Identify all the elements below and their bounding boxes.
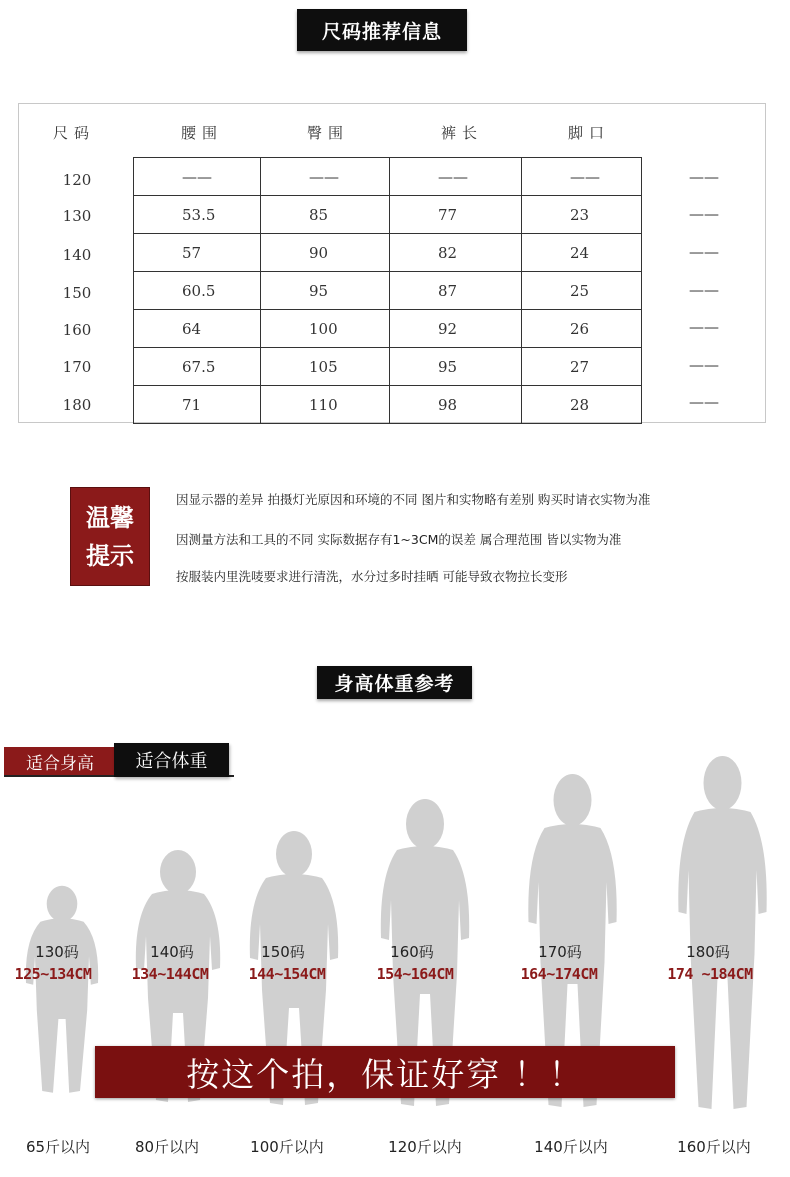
cell-hip: 110 (309, 395, 338, 414)
row-size: 140 (62, 246, 92, 264)
cell-hem: 27 (570, 357, 590, 376)
cell-hip: 105 (309, 357, 338, 376)
weight-label: 80斤以内 (134, 1138, 200, 1156)
child-silhouette-180 (660, 752, 785, 1117)
weight-label: 160斤以内 (677, 1138, 751, 1156)
header-hip: 臀围 (307, 124, 350, 142)
fig-size-label: 140码 (150, 943, 194, 961)
weight-label: 120斤以内 (388, 1138, 462, 1156)
row-size: 170 (62, 358, 92, 376)
table-row (134, 234, 642, 272)
cell-hip: 90 (309, 243, 329, 262)
cell-hem: —— (570, 167, 600, 186)
table-row (134, 310, 642, 348)
tip-line: 按服装内里洗唛要求进行清洗，水分过多时挂晒 可能导致衣物拉长变形 (176, 569, 568, 584)
cell-hip: 95 (309, 281, 329, 300)
tab-height[interactable]: 适合身高 (4, 747, 116, 775)
table-row (134, 386, 642, 424)
fig-height-label: 164~174CM (520, 965, 598, 983)
size-table (18, 103, 766, 423)
table-row (134, 272, 642, 310)
row-size: 150 (62, 284, 92, 302)
fig-height-label: 134~144CM (131, 965, 209, 983)
fig-size-label: 150码 (261, 943, 305, 961)
tips-badge (70, 487, 150, 586)
fig-height-label: 144~154CM (248, 965, 326, 983)
fig-height-label: 174 ~184CM (667, 965, 753, 983)
height-weight-title: 身高体重参考 (317, 666, 472, 699)
cell-hip: —— (309, 167, 339, 186)
cell-waist: 64 (182, 319, 202, 338)
size-info-title: 尺码推荐信息 (297, 9, 467, 51)
tip-line: 因测量方法和工具的不同 实际数据存有1~3CM的误差 属合理范围 皆以实物为准 (176, 532, 622, 547)
extra-cell: —— (689, 243, 719, 261)
cell-length: 77 (438, 205, 458, 224)
cell-waist: —— (182, 167, 212, 186)
header-waist: 腰围 (181, 124, 224, 142)
cell-hem: 28 (570, 395, 590, 414)
cell-length: 98 (438, 395, 458, 414)
header-hem: 脚口 (568, 124, 611, 142)
extra-cell: —— (689, 205, 719, 223)
cell-hem: 24 (570, 243, 590, 262)
cell-length: 92 (438, 319, 458, 338)
extra-cell: —— (689, 281, 719, 299)
cell-length: 87 (438, 281, 458, 300)
cell-hem: 25 (570, 281, 590, 300)
fig-size-label: 160码 (390, 943, 434, 961)
weight-label: 100斤以内 (250, 1138, 324, 1156)
row-size: 130 (62, 207, 92, 225)
tips-badge-line2: 提示 (86, 541, 134, 570)
extra-cell: —— (689, 393, 719, 411)
cell-waist: 53.5 (182, 205, 216, 224)
weight-label: 65斤以内 (25, 1138, 91, 1156)
cell-hem: 23 (570, 205, 590, 224)
tips-badge-line1: 温馨 (86, 503, 134, 532)
table-row (134, 348, 642, 386)
cell-waist: 71 (182, 395, 202, 414)
fig-size-label: 170码 (538, 943, 582, 961)
extra-cell: —— (689, 168, 719, 186)
cell-hip: 85 (309, 205, 329, 224)
tab-weight[interactable]: 适合体重 (114, 743, 229, 777)
fig-size-label: 180码 (686, 943, 730, 961)
promo-banner: 按这个拍，保证好穿 ！！ (95, 1046, 675, 1098)
child-silhouette-130 (17, 872, 107, 1112)
fig-height-label: 125~134CM (14, 965, 92, 983)
tip-line: 因显示器的差异 拍摄灯光原因和环境的不同 图片和实物略有差别 购买时请衣实物为准 (176, 492, 651, 507)
row-size: 120 (62, 171, 92, 189)
cell-waist: 57 (182, 243, 202, 262)
cell-waist: 67.5 (182, 357, 216, 376)
header-size: 尺码 (53, 124, 96, 142)
table-row (134, 196, 642, 234)
measurement-grid (133, 157, 642, 424)
weight-label: 140斤以内 (534, 1138, 608, 1156)
cell-length: 82 (438, 243, 458, 262)
cell-waist: 60.5 (182, 281, 216, 300)
extra-cell: —— (689, 356, 719, 374)
table-row (134, 158, 642, 196)
cell-hem: 26 (570, 319, 590, 338)
row-size: 160 (62, 321, 92, 339)
fig-height-label: 154~164CM (376, 965, 454, 983)
cell-length: 95 (438, 357, 458, 376)
row-size: 180 (62, 396, 92, 414)
header-length: 裤长 (441, 124, 484, 142)
cell-hip: 100 (309, 319, 338, 338)
fig-size-label: 130码 (35, 943, 79, 961)
extra-cell: —— (689, 318, 719, 336)
cell-length: —— (438, 167, 468, 186)
